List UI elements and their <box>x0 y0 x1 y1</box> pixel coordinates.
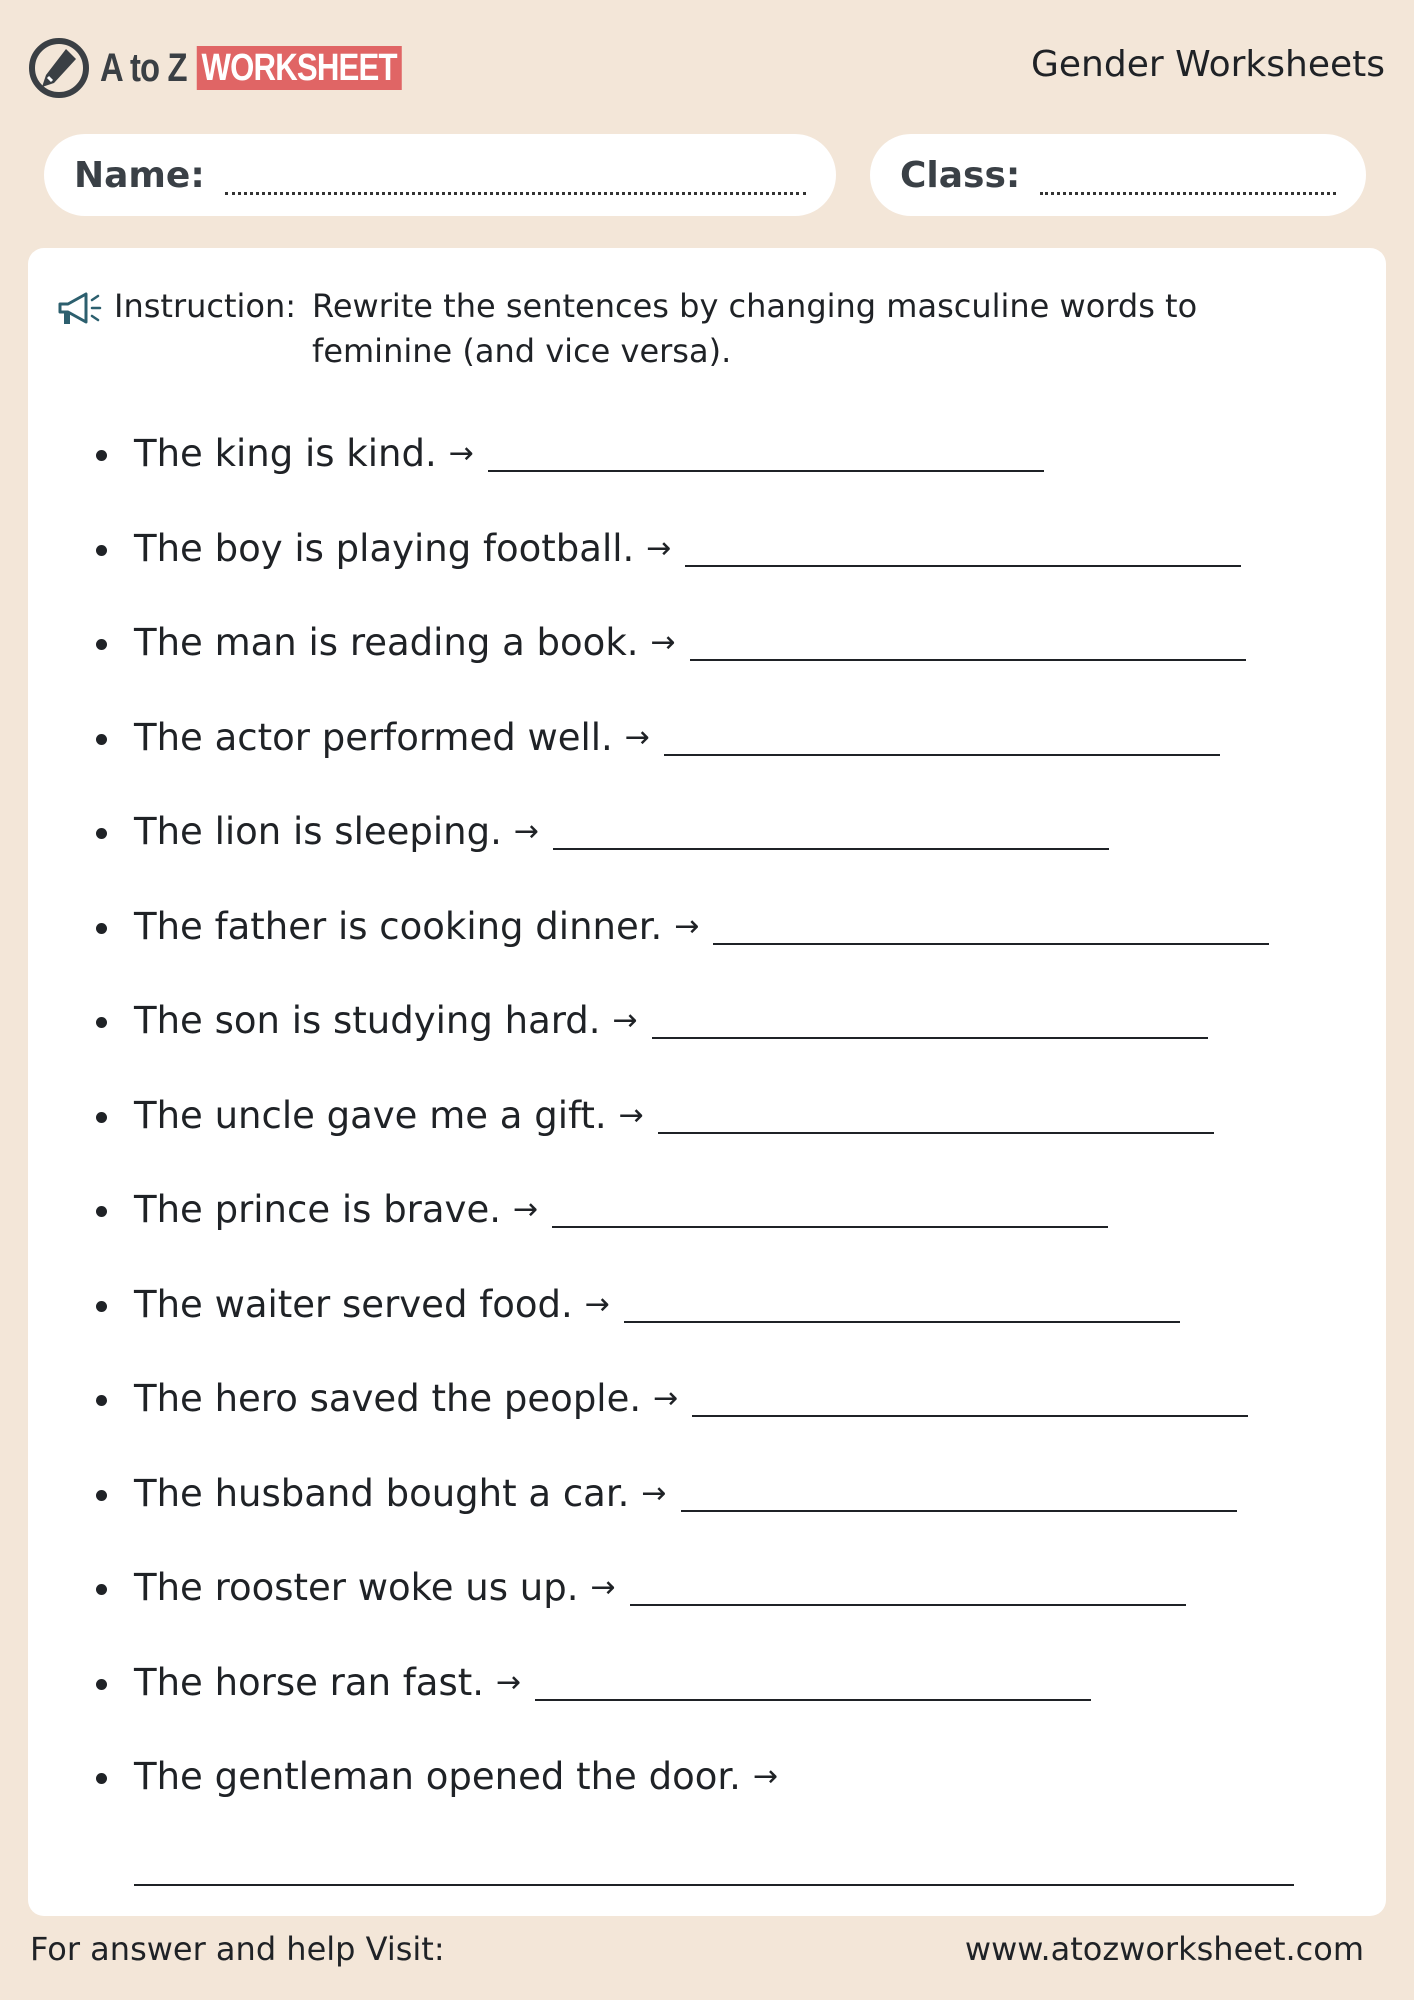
bullet <box>96 1017 107 1028</box>
exercise-sentence: The lion is sleeping. <box>134 810 502 853</box>
exercise-sentence: The uncle gave me a gift. <box>134 1093 607 1137</box>
exercise-sentence: The husband bought a car. <box>134 1471 630 1515</box>
bullet <box>96 1206 107 1217</box>
bullet <box>96 1112 107 1123</box>
list-item <box>96 1277 1269 1372</box>
name-dotted-line[interactable] <box>225 168 806 195</box>
list-item <box>96 1182 1269 1277</box>
instruction <box>54 284 1344 374</box>
footer-website[interactable]: www.atozworksheet.com <box>964 1930 1364 1968</box>
exercise-sentence: The rooster woke us up. <box>134 1566 579 1609</box>
arrow-icon: → <box>646 530 672 566</box>
logo-name: A to Z <box>100 45 187 90</box>
arrow-icon: → <box>512 1192 539 1227</box>
answer-line[interactable] <box>552 1182 1108 1228</box>
list-item <box>96 804 1269 899</box>
bullet <box>96 639 107 650</box>
answer-line[interactable] <box>658 1088 1214 1134</box>
pencil-circle-icon <box>28 37 90 99</box>
bullet <box>96 1490 107 1501</box>
list-item <box>96 521 1269 616</box>
bullet <box>96 450 107 461</box>
list-item <box>96 1088 1269 1183</box>
exercise-sentence: The horse ran fast. <box>134 1660 485 1704</box>
bullet <box>96 1584 107 1595</box>
answer-line[interactable] <box>664 710 1220 756</box>
answer-line-extra[interactable] <box>134 1884 1294 1886</box>
list-item <box>96 1560 1269 1655</box>
answer-line[interactable] <box>685 521 1241 567</box>
footer-help-text: For answer and help Visit: <box>30 1930 445 1968</box>
answer-line[interactable] <box>624 1277 1180 1323</box>
arrow-icon: → <box>496 1664 522 1700</box>
list-item <box>96 710 1269 805</box>
arrow-icon: → <box>624 719 650 755</box>
answer-line[interactable] <box>692 1371 1248 1417</box>
class-field[interactable] <box>870 134 1366 216</box>
exercise-sentence: The king is kind. <box>134 432 437 475</box>
exercise-sentence: The actor performed well. <box>134 715 613 759</box>
arrow-icon: → <box>513 814 539 849</box>
arrow-icon: → <box>653 1381 679 1416</box>
answer-line[interactable] <box>713 899 1269 945</box>
answer-line[interactable] <box>488 426 1044 472</box>
name-field[interactable] <box>44 134 836 216</box>
bullet <box>96 923 107 934</box>
arrow-icon: → <box>612 1003 638 1038</box>
exercise-sentence: The boy is playing football. <box>134 526 635 570</box>
bullet <box>96 828 107 839</box>
worksheet-card <box>28 248 1386 1916</box>
answer-line[interactable] <box>553 804 1109 850</box>
bullet <box>96 1301 107 1312</box>
arrow-icon: → <box>448 436 474 471</box>
answer-line[interactable] <box>652 993 1208 1039</box>
arrow-icon: → <box>674 908 700 944</box>
arrow-icon: → <box>584 1286 610 1322</box>
megaphone-icon <box>54 284 102 332</box>
exercise-sentence: The gentleman opened the door. <box>134 1755 741 1798</box>
logo-text <box>100 46 402 91</box>
list-item <box>96 1466 1269 1561</box>
exercise-sentence: The man is reading a book. <box>134 621 639 664</box>
arrow-icon: → <box>641 1475 667 1511</box>
instruction-label: Instruction: <box>114 287 297 325</box>
list-item <box>96 615 1269 710</box>
arrow-icon: → <box>590 1570 616 1605</box>
list-item <box>96 1655 1269 1750</box>
exercise-sentence: The hero saved the people. <box>134 1377 642 1420</box>
logo-badge: WORKSHEET <box>197 46 402 90</box>
list-item <box>96 993 1269 1088</box>
answer-line[interactable] <box>690 615 1246 661</box>
exercise-list <box>96 426 1269 1844</box>
bullet <box>96 1679 107 1690</box>
list-item <box>96 426 1269 521</box>
instruction-text: Rewrite the sentences by changing masculine words to feminine (and vice versa). <box>312 287 1198 370</box>
bullet <box>96 734 107 745</box>
bullet <box>96 1395 107 1406</box>
list-item <box>96 1749 1269 1844</box>
answer-line[interactable] <box>535 1655 1091 1701</box>
arrow-icon: → <box>650 625 676 660</box>
arrow-icon: → <box>618 1097 644 1133</box>
bullet <box>96 1773 107 1784</box>
bullet <box>96 545 107 556</box>
arrow-icon: → <box>752 1759 779 1794</box>
logo <box>28 36 468 100</box>
exercise-sentence: The son is studying hard. <box>134 999 601 1042</box>
answer-line[interactable] <box>681 1466 1237 1512</box>
list-item <box>96 1371 1269 1466</box>
class-label: Class: <box>900 154 1021 196</box>
class-dotted-line[interactable] <box>1040 168 1336 195</box>
exercise-sentence: The prince is brave. <box>134 1188 501 1231</box>
exercise-sentence: The waiter served food. <box>134 1282 573 1326</box>
exercise-sentence: The father is cooking dinner. <box>134 904 663 948</box>
page-title: Gender Worksheets <box>1030 44 1385 85</box>
answer-line[interactable] <box>630 1560 1186 1606</box>
name-label: Name: <box>74 154 205 196</box>
list-item <box>96 899 1269 994</box>
